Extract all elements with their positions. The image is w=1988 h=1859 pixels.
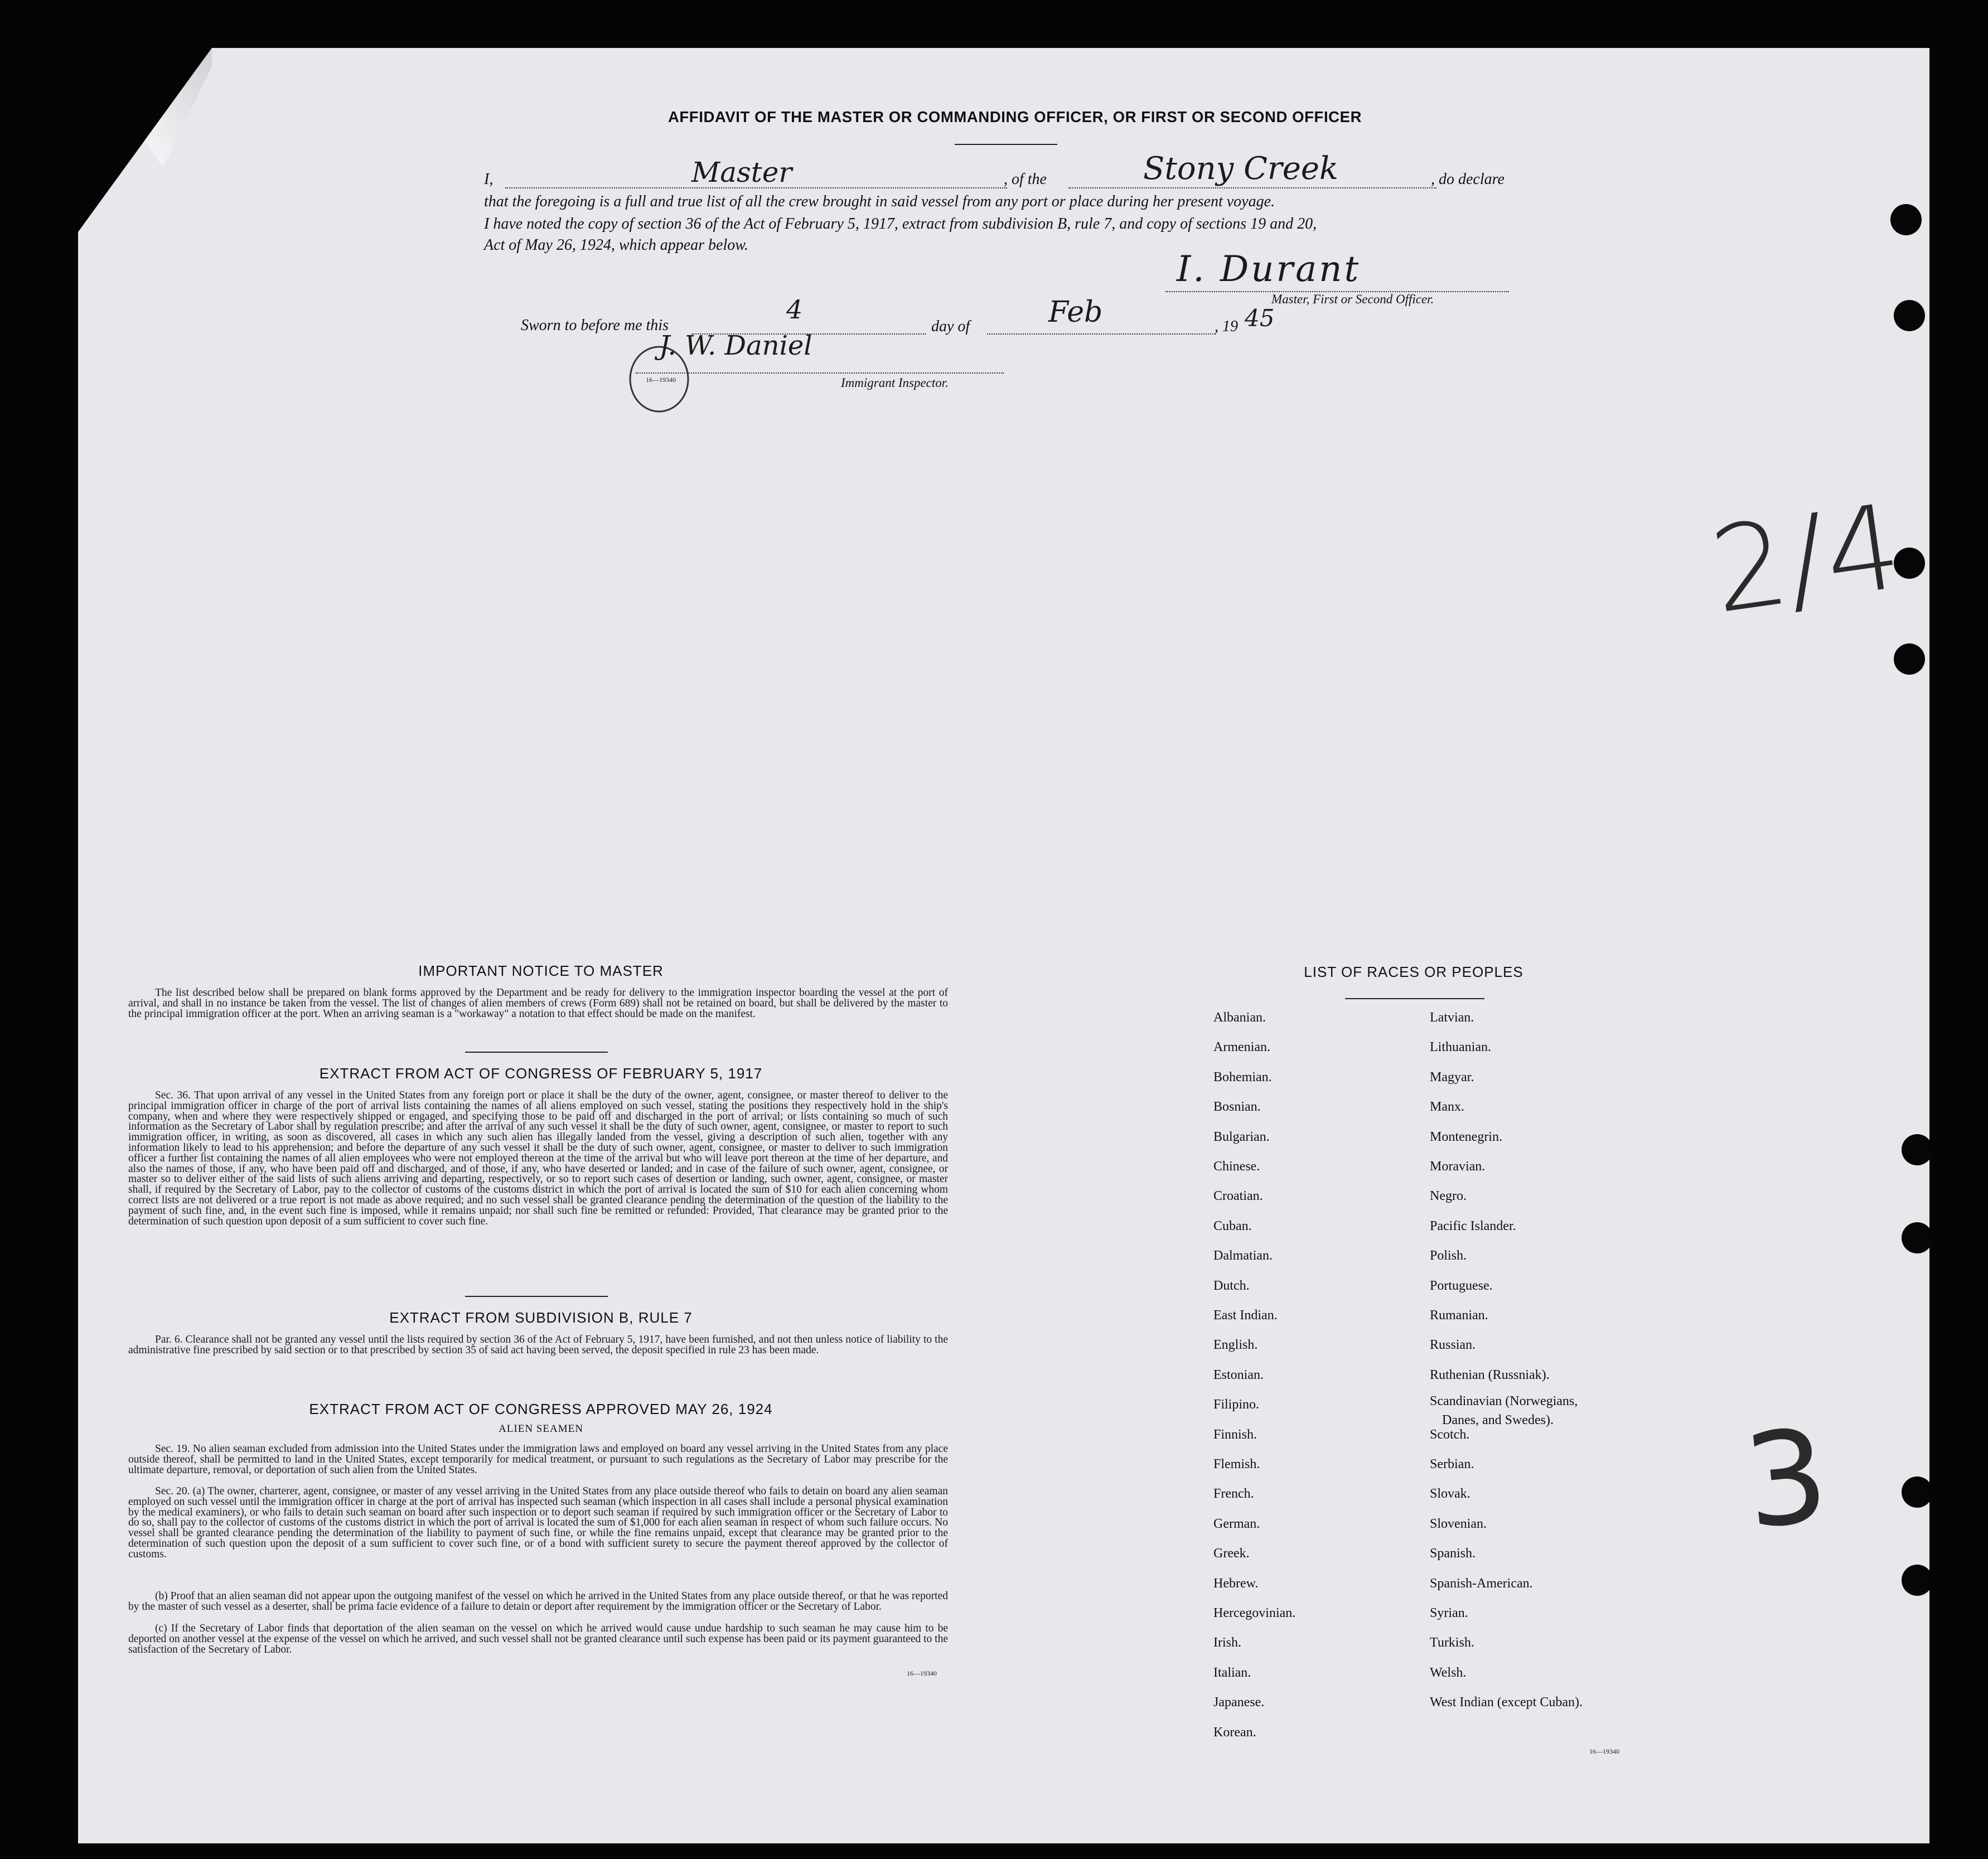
- race-item: Dutch.: [1213, 1278, 1250, 1293]
- race-item: French.: [1213, 1487, 1254, 1502]
- race-item: Moravian.: [1430, 1159, 1486, 1174]
- inspector-caption: Immigrant Inspector.: [841, 376, 949, 390]
- race-item: Polish.: [1430, 1248, 1467, 1263]
- binder-hole: [1894, 643, 1925, 675]
- race-item: Italian.: [1213, 1665, 1251, 1680]
- race-item: Russian.: [1430, 1338, 1476, 1353]
- race-item: Negro.: [1430, 1189, 1467, 1204]
- race-item: Bohemian.: [1213, 1069, 1272, 1085]
- binder-hole: [1894, 300, 1925, 331]
- affidavit-line-4: Act of May 26, 1924, which appear below.: [484, 236, 748, 254]
- race-item: Hebrew.: [1213, 1576, 1259, 1591]
- race-item: Irish.: [1213, 1635, 1241, 1650]
- race-item: Finnish.: [1213, 1427, 1257, 1442]
- sec20a-text: Sec. 20. (a) The owner, charterer, agent, consignee, or master of any vessel arriving in the United States from any place outside thereof who fails to detain on board any alien seaman employed on such vessel until the immigration officer in charge at the port of arrival has inspected such seaman (which inspection in all cases shall include a personal physical examination by the medical examiners), or who fails to detain such seaman on board after such inspection or to deport such seaman if required by such immigration officer or the Secretary of Labor to do so, shall pay to the collector of customs of the customs district in which the port of arrival is located the sum of $1,000 for each alien seaman in respect of whom such failure occurs. No vessel shall be granted clearance pending the determination of the liability to payment of such fine, or while the fine remains unpaid, except that clearance may be granted prior to the determination of such question upon the deposit of a sum sufficient to cover such fine, or of a bond with sufficient surety to secure the payment thereof approved by the collector of customs.: [128, 1485, 948, 1560]
- handwritten-day: 4: [786, 294, 803, 325]
- race-item: Dalmatian.: [1213, 1248, 1273, 1263]
- race-item: Latvian.: [1430, 1010, 1474, 1025]
- year-prefix: , 19: [1215, 318, 1238, 335]
- sec19-text: Sec. 19. No alien seaman excluded from admission into the United States under the immigration laws and employed on board any vessel arriving in the United States from any place outside thereof, shall be permitted to land in the United States, except temporarily for medical treatment, or pursuant to such regulations as the Secretary of Labor may prescribe for the ultimate departure, removal, or deportation of such alien from the United States.: [128, 1443, 948, 1476]
- handwritten-name: Master: [691, 156, 792, 188]
- sworn-label: Sworn to before me this: [521, 317, 669, 334]
- races-form-number: 16—19340: [1589, 1747, 1619, 1755]
- race-item: Slovenian.: [1430, 1516, 1487, 1531]
- divider: [465, 1052, 608, 1053]
- race-item: Portuguese.: [1430, 1278, 1493, 1293]
- of-the-label: , of the: [1004, 171, 1047, 188]
- race-item: Estonian.: [1213, 1367, 1264, 1382]
- extract-1917-text: Sec. 36. That upon arrival of any vessel in the United States from any foreign port or place it shall be the duty of the owner, agent, consignee, or master thereof to deliver to the principal immigration officer in charge of the port of arrival lists containing the names of all aliens employed on such vessel, stating the positions they respectively hold in the ship's company, when and where they were respectively shipped or engaged, and specifying those to be paid off and discharged in the port of arrival; or lists containing so much of such information as the Secretary of Labor shall by regulation prescribe; and after the arrival of any such vessel it shall be the duty of such owner, agent, consignee, or master to report to such immigration officer, in writing, as soon as discovered, all cases in which any such alien has illegally landed from the vessel, giving a description of such alien, together with any information likely to lead to his apprehension; and before the departure of any such vessel it shall be the duty of such owner, agent, consignee, or master to deliver to such immigration officer a further list containing the names of all alien employees who were not employed thereon at the time of the arrival but who will leave port thereon at the time of her departure, and also the names of those, if any, who have been paid off and discharged, and of those, if any, who have deserted or landed; and in case of the failure of such owner, agent, consignee, or master so to deliver either of the said lists of such aliens arriving and departing, respectively, or so to report such cases of desertion or landing, such owner, agent, consignee, or master shall, if required by the Secretary of Labor, pay to the collector of customs of the customs district in which the port of arrival is located the sum of $10 for each alien concerning whom correct lists are not delivered or a true report is not made as above required; and no such vessel shall be granted clearance pending the determination of the question of the liability to the payment of such fine, and, in the event such fine is imposed, while it remains unpaid; nor shall such fine be remitted or refunded: Provided, That clearance may be granted prior to the determination of such question upon deposit of a sum sufficient to cover such fine.: [128, 1090, 948, 1227]
- race-item: German.: [1213, 1516, 1260, 1531]
- handwritten-vessel: Stony Creek: [1143, 151, 1338, 187]
- race-item: Scotch.: [1430, 1427, 1470, 1442]
- race-item: Spanish-American.: [1430, 1576, 1533, 1591]
- race-item: Bulgarian.: [1213, 1129, 1270, 1144]
- race-item: Korean.: [1213, 1725, 1256, 1740]
- handwritten-month: Feb: [1048, 296, 1103, 329]
- race-item: Manx.: [1430, 1100, 1464, 1115]
- race-item: West Indian (except Cuban).: [1430, 1695, 1583, 1710]
- race-item: Ruthenian (Russniak).: [1430, 1367, 1550, 1382]
- race-item: Albanian.: [1213, 1010, 1266, 1025]
- do-declare-label: , do declare: [1431, 171, 1505, 188]
- sec20c-text: (c) If the Secretary of Labor finds that deportation of the alien seaman on the vessel on which he arrived would cause undue hardship to such seaman he may cause him to be deported on another vessel at the expense of the vessel on which he arrived, and such vessel shall not be granted clearance until such expense has been paid or its payment guaranteed to the satisfaction of the Secretary of Labor.: [128, 1623, 948, 1655]
- master-signature: I. Durant: [1177, 249, 1361, 290]
- binder-hole: [1902, 1134, 1933, 1165]
- race-item: Serbian.: [1430, 1457, 1474, 1471]
- race-item: Rumanian.: [1430, 1308, 1488, 1323]
- month-blank: [987, 333, 1216, 335]
- race-item: Hercegovinian.: [1213, 1606, 1296, 1620]
- binder-hole: [1902, 1222, 1933, 1253]
- divider: [955, 144, 1057, 145]
- race-item: Welsh.: [1430, 1665, 1467, 1680]
- race-item: Chinese.: [1213, 1159, 1260, 1174]
- race-item: Bosnian.: [1213, 1100, 1261, 1115]
- race-item: Croatian.: [1213, 1189, 1263, 1204]
- extract-rule7-text: Par. 6. Clearance shall not be granted any vessel until the lists required by section 36 of the Act of February 5, 1917, have been furnished, and not then unless notice of liability to the administrative fine prescribed by said section or to that prescribed by section 35 of said act having been served, the deposit specified in rule 23 has been made.: [128, 1334, 948, 1356]
- race-item: Pacific Islander.: [1430, 1218, 1516, 1233]
- race-item: Magyar.: [1430, 1069, 1474, 1085]
- day-of-label: day of: [931, 318, 970, 335]
- binder-hole: [1890, 204, 1922, 235]
- race-item: English.: [1213, 1338, 1258, 1353]
- race-item: Spanish.: [1430, 1546, 1476, 1561]
- handwritten-page-number: 3: [1738, 1401, 1835, 1558]
- affidavit-i-label: I,: [484, 171, 494, 188]
- affidavit-line-2: that the foregoing is a full and true list of all the crew brought in said vessel from any port or place during her present voyage.: [484, 193, 1275, 210]
- race-item: Turkish.: [1430, 1635, 1474, 1650]
- race-item: Slovak.: [1430, 1487, 1471, 1502]
- extract-1917-title: EXTRACT FROM ACT OF CONGRESS OF FEBRUARY 5, 1917: [319, 1065, 763, 1082]
- extract-1924-title: EXTRACT FROM ACT OF CONGRESS APPROVED MAY 26, 1924: [309, 1401, 773, 1417]
- alien-seamen-subtitle: ALIEN SEAMEN: [499, 1423, 583, 1435]
- race-item: Greek.: [1213, 1546, 1250, 1561]
- binder-hole: [1902, 1476, 1933, 1508]
- race-item: Filipino.: [1213, 1397, 1260, 1412]
- race-item: East Indian.: [1213, 1308, 1278, 1323]
- race-item: Japanese.: [1213, 1695, 1265, 1710]
- race-item: Flemish.: [1213, 1457, 1260, 1471]
- races-title: LIST OF RACES OR PEOPLES: [1304, 964, 1523, 980]
- race-item: Danes, and Swedes).: [1442, 1413, 1554, 1428]
- vessel-blank: [1068, 187, 1436, 188]
- signature-caption: Master, First or Second Officer.: [1271, 292, 1434, 306]
- race-item: Scandinavian (Norwegians,: [1430, 1394, 1578, 1409]
- notice-text: The list described below shall be prepared on blank forms approved by the Department and be ready for delivery to the immigration inspector boarding the vessel at the port of arrival, and shall in no instance be taken from the vessel. The list of changes of alien members of crews (Form 689) shall not be retained on board, but shall be delivered by the master to the principal immigration officer at the port. When an arriving seaman is a "workaway" a notation to that effect should be made on the manifest.: [128, 987, 948, 1020]
- inspector-blank: [636, 372, 1004, 374]
- inspector-signature: J. W. Daniel: [659, 330, 812, 361]
- sec20b-text: (b) Proof that an alien seaman did not appear upon the outgoing manifest of the vessel on which he arrived in the United States from any place outside thereof, or that he was reported by the master of such vessel as a deserter, shall be prima facie evidence of a failure to detain or deport after requirement by the immigration officer or the Secretary of Labor.: [128, 1590, 948, 1613]
- document-page: [78, 48, 1929, 1843]
- race-item: Armenian.: [1213, 1040, 1270, 1055]
- race-item: Montenegrin.: [1430, 1129, 1502, 1144]
- handwritten-fraction: 2/4: [1703, 478, 1909, 640]
- extract-rule7-title: EXTRACT FROM SUBDIVISION B, RULE 7: [389, 1309, 693, 1326]
- race-item: Lithuanian.: [1430, 1040, 1491, 1055]
- race-item: Syrian.: [1430, 1606, 1468, 1620]
- binder-hole: [1902, 1565, 1933, 1596]
- handwritten-year: 45: [1245, 304, 1275, 332]
- divider: [465, 1296, 608, 1297]
- stamp-number: 16—19340: [646, 376, 676, 384]
- affidavit-title: AFFIDAVIT OF THE MASTER OR COMMANDING OFFICER, OR FIRST OR SECOND OFFICER: [667, 108, 1362, 125]
- divider: [1345, 998, 1484, 999]
- race-item: Cuban.: [1213, 1218, 1252, 1233]
- affidavit-line-3: I have noted the copy of section 36 of the Act of February 5, 1917, extract from subdivision B, rule 7, and copy of sections 19 and 20,: [484, 215, 1317, 233]
- notice-title: IMPORTANT NOTICE TO MASTER: [418, 962, 664, 979]
- form-number: 16—19340: [907, 1669, 937, 1677]
